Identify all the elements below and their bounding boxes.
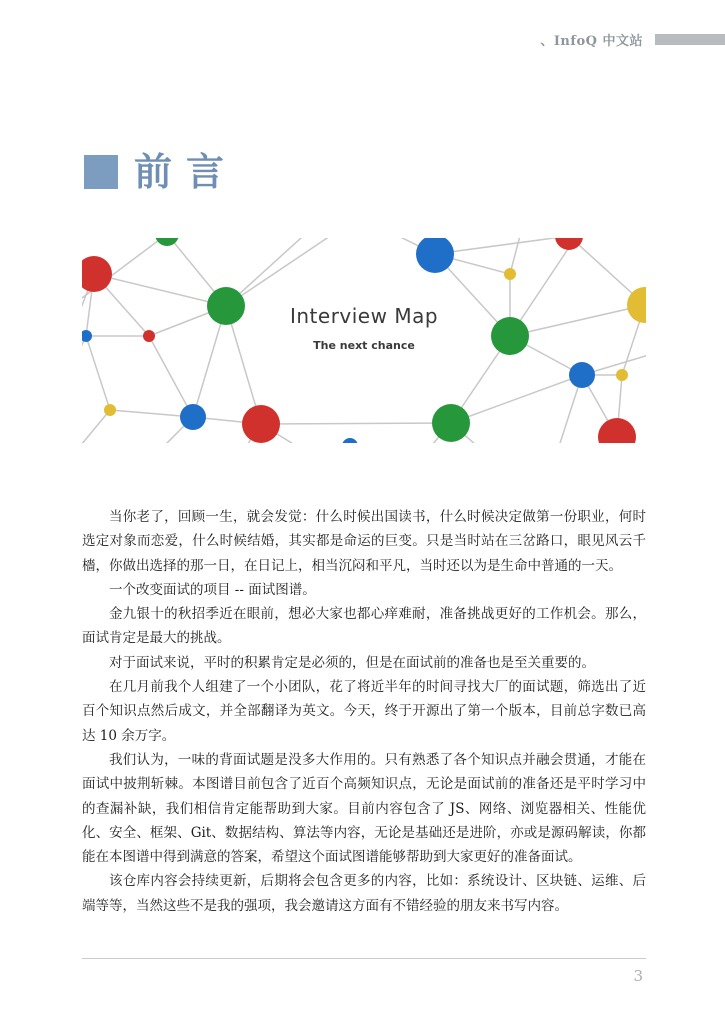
paragraph: 该仓库内容会持续更新，后期将会包含更多的内容，比如：系统设计、区块链、运维、后端等等，当然这些不是我的强项，我会邀请这方面有不错经验的朋友来书写内容。 (82, 873, 646, 914)
graph-node (432, 404, 470, 442)
graph-node (242, 405, 280, 443)
graph-node (82, 256, 112, 292)
graph-node (598, 418, 636, 443)
graph-edge (94, 274, 226, 306)
paragraph: 在几月前我个人组建了一个小团队，花了将近半年的时间寻找大厂的面试题，筛选出了近百个知识点然后成文，并全部翻译为英文。今天，终于开源出了第一个版本，目前总字数已高达 10 余万字。 (82, 679, 646, 744)
graph-edge (226, 238, 342, 306)
preface-body (82, 505, 646, 918)
interview-map-banner (82, 238, 646, 443)
paragraph: 对于面试来说，平时的积累肯定是必须的，但是在面试前的准备也是至关重要的。 (109, 654, 595, 671)
graph-node (104, 404, 116, 416)
graph-node (555, 238, 583, 250)
header-bar (655, 34, 725, 45)
page-number: 3 (633, 967, 643, 985)
graph-node (180, 404, 206, 430)
footer-divider (82, 958, 646, 959)
paragraph: 当你老了，回顾一生，就会发觉：什么时候出国读书，什么时候决定做第一份职业，何时选定对象而恋爱，什么时候结婚，其实都是命运的巨变。只是当时站在三岔路口，眼见风云千檣，你做出选择的那一日，在日记上，相当沉闷和平凡，当时还以为是生命中普通的一天。 (82, 509, 646, 574)
paragraph: 我们认为，一味的背面试题是没多大作用的。只有熟悉了各个知识点并融会贯通，才能在面试中披荆斩棘。本图谱目前包含了近百个高频知识点，无论是面试前的准备还是平时学习中的查漏补缺，我们相信肯定能帮助到大家。目前内容包含了 JS、网络、浏览器相关、性能优化、安全、框架、Git、数据结构、算法等内容，无论是基础还是进阶，亦或是源码解读，你都能在本图谱中得到满意的答案，希望这个面试图谱能够帮助到大家更好的准备面试。 (82, 751, 646, 866)
banner-subtitle: The next chance (313, 339, 415, 352)
title-square-icon (84, 155, 118, 189)
banner-title: Interview Map (289, 304, 439, 328)
graph-node (569, 362, 595, 388)
graph-node (616, 369, 628, 381)
graph-node (342, 438, 358, 443)
header-brand: 、InfoQ 中文站 (540, 33, 643, 49)
page-title: 前言 (134, 149, 239, 194)
graph-edge (435, 238, 569, 254)
graph-node (504, 268, 516, 280)
graph-edge (82, 410, 110, 443)
paragraph: 一个改变面试的项目 -- 面试图谱。 (109, 581, 316, 598)
graph-edge (261, 423, 451, 424)
paragraph: 金九银十的秋招季近在眼前，想必大家也都心痒难耐，准备挑战更好的工作机会。那么，面试肯定是最大的挑战。 (82, 606, 646, 647)
running-header (540, 31, 725, 47)
section-title (84, 150, 238, 194)
graph-edge (451, 375, 582, 423)
